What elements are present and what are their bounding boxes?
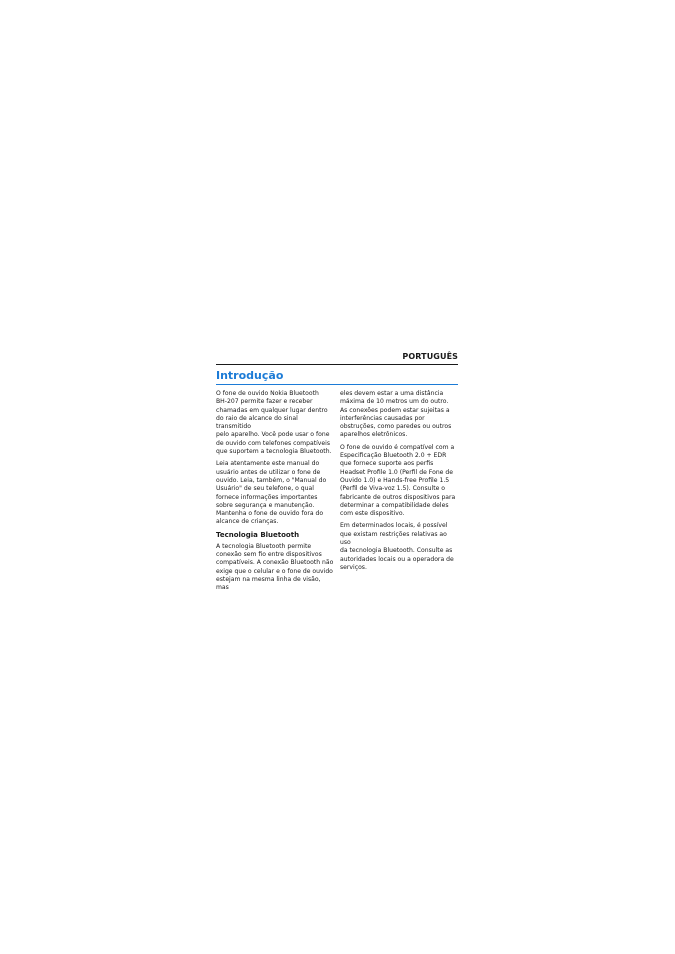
section-title: Introdução: [216, 369, 284, 382]
compatibility-paragraph: O fone de ouvido é compatível com a Especificação Bluetooth 2.0 + EDR que fornece suporte aos perfis Headset Profile 1.0 (Perfil de Fone de Ouvido 1.0) e Hands-free Profile 1.5 (Perfil de Viva-voz 1.5). Consulte o fabricante de outros dispositivos para determinar a compatibilidade deles com este dispositivo.: [340, 443, 456, 518]
text-columns: [216, 390, 458, 597]
bluetooth-subheading: Tecnologia Bluetooth: [216, 530, 300, 539]
manual-page: [216, 352, 458, 597]
bluetooth-paragraph: A tecnologia Bluetooth permite conexão sem fio entre dispositivos compatíveis. A conexão Bluetooth não exige que o celular e o fone de ouvido estejam na mesma linha de visão, mas: [216, 542, 334, 592]
right-column: [340, 390, 458, 597]
intro-paragraph: O fone de ouvido Nokia Bluetooth BH-207 permite fazer e receber chamadas em qualquer lugar dentro do raio de alcance do sinal transmitido pelo aparelho. Você pode usar o fone de ouvido com telefones compatíveis que suportem a tecnologia Bluetooth.: [216, 390, 332, 456]
reading-advice-paragraph: Leia atentamente este manual do usuário antes de utilizar o fone de ouvido. Leia, também, o "Manual do Usuário" de seu telefone, o qual fornece informações importantes sobre segurança e manutenção. Mantenha o fone de ouvido fora do alcance de crianças.: [216, 460, 327, 526]
language-header: PORTUGUÊS: [402, 352, 458, 361]
distance-paragraph: eles devem estar a uma distância máxima de 10 metros um do outro. As conexões podem estar sujeitas a interferências causadas por obstruções, como paredes ou outros aparelhos eletrônicos.: [340, 390, 452, 439]
left-column: [216, 390, 334, 597]
restrictions-paragraph: Em determinados locais, é possível que existam restrições relativas ao uso da tecnologia Bluetooth. Consulte as autoridades locais ou a operadora de serviços.: [340, 522, 454, 571]
title-divider: [216, 384, 458, 385]
header-divider: [216, 364, 458, 365]
